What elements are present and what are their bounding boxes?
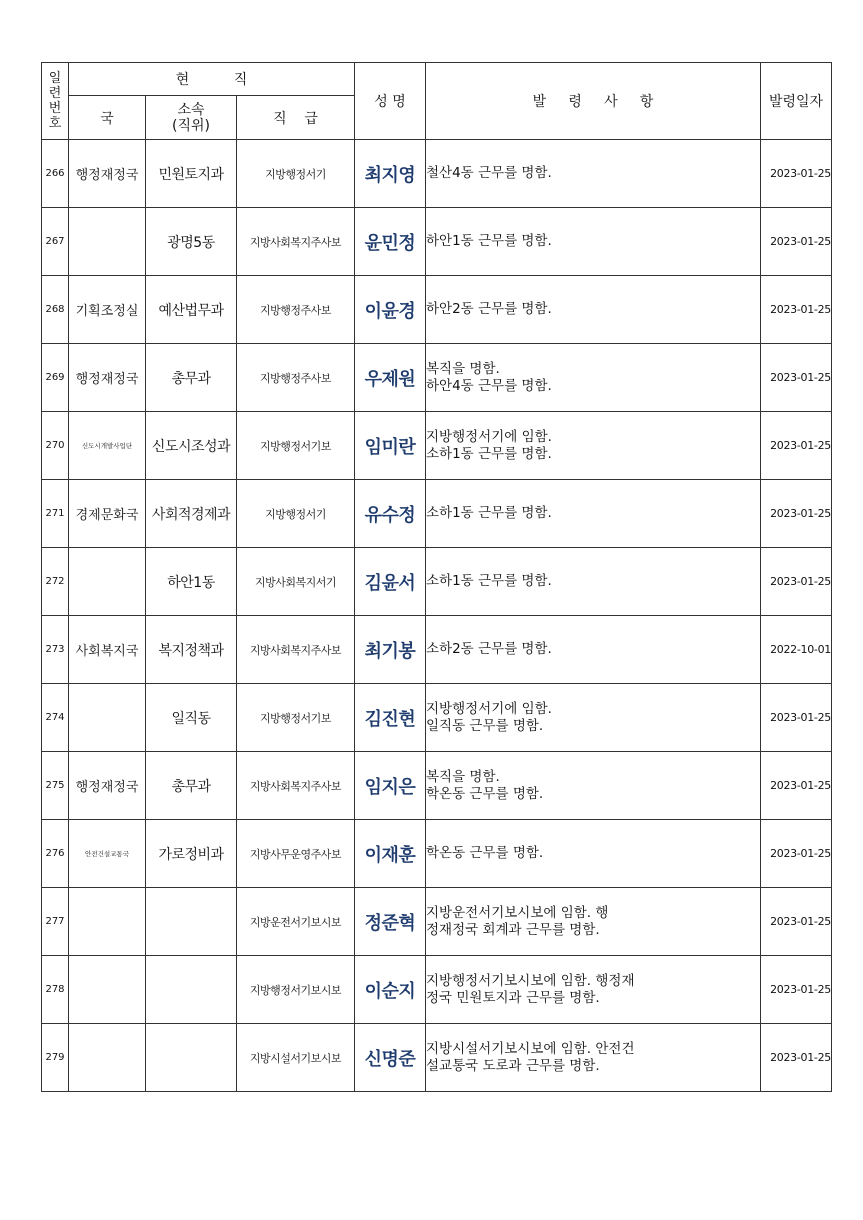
- table-row: [42, 752, 832, 820]
- header-division-line: 소속: [177, 101, 205, 118]
- grade-cell: 지방운전서기보시보: [237, 888, 355, 956]
- header-bureau: 국: [69, 96, 146, 140]
- date-cell: 2023-01-25: [761, 888, 832, 956]
- order-line: 철산4동 근무를 명함.: [426, 165, 552, 181]
- table-row: [42, 140, 832, 208]
- order-line: 지방행정서기에 임함.: [426, 700, 552, 717]
- grade-cell: 지방시설서기보시보: [237, 1024, 355, 1092]
- name-cell: 이순지: [355, 956, 426, 1024]
- table-row: [42, 412, 832, 480]
- serial-number-cell: 272: [42, 548, 69, 616]
- header-serial-char: 일: [48, 71, 62, 86]
- division-cell: [146, 956, 237, 1024]
- date-cell: 2023-01-25: [761, 684, 832, 752]
- division-cell: 광명5동: [146, 208, 237, 276]
- order-line: 학온동 근무를 명함.: [426, 845, 544, 861]
- name-cell: 신명준: [355, 1024, 426, 1092]
- grade-cell: 지방행정주사보: [237, 344, 355, 412]
- grade-cell: 지방사회복지주사보: [237, 208, 355, 276]
- table-row: [42, 616, 832, 684]
- name-cell: 임지은: [355, 752, 426, 820]
- header-grade: 직 급: [237, 96, 355, 140]
- serial-number-cell: 274: [42, 684, 69, 752]
- serial-number-cell: 276: [42, 820, 69, 888]
- division-cell: 예산법무과: [146, 276, 237, 344]
- date-cell: 2023-01-25: [761, 412, 832, 480]
- bureau-cell: [69, 684, 146, 752]
- header-division: [146, 96, 237, 140]
- table-row: [42, 344, 832, 412]
- grade-cell: 지방사회복지주사보: [237, 752, 355, 820]
- date-cell: 2023-01-25: [761, 480, 832, 548]
- name-cell: 이재훈: [355, 820, 426, 888]
- grade-cell: 지방행정서기: [237, 480, 355, 548]
- division-cell: [146, 888, 237, 956]
- bureau-cell: [69, 208, 146, 276]
- serial-number-cell: 275: [42, 752, 69, 820]
- order-cell: [426, 344, 761, 412]
- bureau-cell: [69, 956, 146, 1024]
- serial-number-cell: 270: [42, 412, 69, 480]
- date-cell: 2022-10-01: [761, 616, 832, 684]
- header-order: 발 령 사 항: [426, 63, 761, 140]
- date-cell: 2023-01-25: [761, 1024, 832, 1092]
- order-cell: [426, 616, 761, 684]
- bureau-cell: [69, 1024, 146, 1092]
- bureau-cell: 행정재정국: [69, 140, 146, 208]
- order-cell: [426, 276, 761, 344]
- name-cell: 정준혁: [355, 888, 426, 956]
- division-cell: 가로정비과: [146, 820, 237, 888]
- grade-cell: 지방행정서기보시보: [237, 956, 355, 1024]
- table-row: [42, 1024, 832, 1092]
- serial-number-cell: 266: [42, 140, 69, 208]
- order-line: 정재정국 회계과 근무를 명함.: [426, 921, 600, 938]
- order-cell: [426, 412, 761, 480]
- header-serial-char: 번: [48, 101, 62, 116]
- date-cell: 2023-01-25: [761, 548, 832, 616]
- bureau-cell: 행정재정국: [69, 344, 146, 412]
- header-name: 성 명: [355, 63, 426, 140]
- table-row: [42, 820, 832, 888]
- table-row: [42, 956, 832, 1024]
- bureau-cell: 기획조정실: [69, 276, 146, 344]
- order-cell: [426, 548, 761, 616]
- grade-cell: 지방행정주사보: [237, 276, 355, 344]
- serial-number-cell: 269: [42, 344, 69, 412]
- header-serial-number: [42, 63, 69, 140]
- name-cell: 김윤서: [355, 548, 426, 616]
- table-row: [42, 684, 832, 752]
- order-line: 하안2동 근무를 명함.: [426, 301, 552, 317]
- order-line: 복직을 명함.: [426, 768, 500, 785]
- division-cell: 복지정책과: [146, 616, 237, 684]
- header-serial-char: 련: [48, 86, 62, 101]
- name-cell: 이윤경: [355, 276, 426, 344]
- order-cell: [426, 684, 761, 752]
- order-cell: [426, 752, 761, 820]
- name-cell: 유수정: [355, 480, 426, 548]
- division-cell: 민원토지과: [146, 140, 237, 208]
- date-cell: 2023-01-25: [761, 956, 832, 1024]
- date-cell: 2023-01-25: [761, 140, 832, 208]
- order-cell: [426, 480, 761, 548]
- bureau-cell: 사회복지국: [69, 616, 146, 684]
- order-line: 소하1동 근무를 명함.: [426, 573, 552, 589]
- order-line: 학온동 근무를 명함.: [426, 785, 544, 802]
- header-date: 발령일자: [761, 63, 832, 140]
- grade-cell: 지방사회복지주사보: [237, 616, 355, 684]
- serial-number-cell: 273: [42, 616, 69, 684]
- date-cell: 2023-01-25: [761, 344, 832, 412]
- table-row: [42, 480, 832, 548]
- header-division-line: (직위): [172, 117, 210, 134]
- order-line: 지방행정서기에 임함.: [426, 428, 552, 445]
- bureau-cell: 신도시개발사업단: [69, 412, 146, 480]
- division-cell: 신도시조성과: [146, 412, 237, 480]
- header-current-post: 현 직: [69, 63, 355, 96]
- date-cell: 2023-01-25: [761, 276, 832, 344]
- table-body: [42, 140, 832, 1092]
- order-line: 일직동 근무를 명함.: [426, 717, 544, 734]
- order-line: 지방행정서기보시보에 임함. 행정재: [426, 972, 635, 989]
- division-cell: 하안1동: [146, 548, 237, 616]
- order-cell: [426, 208, 761, 276]
- grade-cell: 지방사회복지서기: [237, 548, 355, 616]
- order-cell: [426, 820, 761, 888]
- name-cell: 윤민정: [355, 208, 426, 276]
- order-line: 소하1동 근무를 명함.: [426, 445, 552, 462]
- grade-cell: 지방행정서기보: [237, 684, 355, 752]
- division-cell: 총무과: [146, 752, 237, 820]
- order-line: 복직을 명함.: [426, 360, 500, 377]
- grade-cell: 지방사무운영주사보: [237, 820, 355, 888]
- order-line: 정국 민원토지과 근무를 명함.: [426, 989, 600, 1006]
- order-line: 소하1동 근무를 명함.: [426, 505, 552, 521]
- division-cell: 일직동: [146, 684, 237, 752]
- bureau-cell: [69, 548, 146, 616]
- order-line: 하안1동 근무를 명함.: [426, 233, 552, 249]
- division-cell: 총무과: [146, 344, 237, 412]
- table-row: [42, 208, 832, 276]
- header-serial-char: 호: [48, 116, 62, 131]
- serial-number-cell: 278: [42, 956, 69, 1024]
- order-cell: [426, 1024, 761, 1092]
- name-cell: 최지영: [355, 140, 426, 208]
- order-cell: [426, 888, 761, 956]
- bureau-cell: [69, 888, 146, 956]
- date-cell: 2023-01-25: [761, 820, 832, 888]
- name-cell: 김진현: [355, 684, 426, 752]
- division-cell: [146, 1024, 237, 1092]
- table-header: [42, 63, 832, 140]
- division-cell: 사회적경제과: [146, 480, 237, 548]
- order-line: 하안4동 근무를 명함.: [426, 377, 552, 394]
- personnel-order-table: [41, 62, 832, 1092]
- order-line: 설교통국 도로과 근무를 명함.: [426, 1057, 600, 1074]
- bureau-cell: 안전건설교통국: [69, 820, 146, 888]
- serial-number-cell: 271: [42, 480, 69, 548]
- name-cell: 우제원: [355, 344, 426, 412]
- serial-number-cell: 279: [42, 1024, 69, 1092]
- serial-number-cell: 268: [42, 276, 69, 344]
- order-line: 지방운전서기보시보에 임함. 행: [426, 904, 609, 921]
- name-cell: 임미란: [355, 412, 426, 480]
- order-line: 지방시설서기보시보에 임함. 안전건: [426, 1040, 635, 1057]
- bureau-cell: 행정재정국: [69, 752, 146, 820]
- bureau-cell: 경제문화국: [69, 480, 146, 548]
- table-row: [42, 276, 832, 344]
- serial-number-cell: 267: [42, 208, 69, 276]
- order-line: 소하2동 근무를 명함.: [426, 641, 552, 657]
- name-cell: 최기봉: [355, 616, 426, 684]
- order-cell: [426, 956, 761, 1024]
- grade-cell: 지방행정서기: [237, 140, 355, 208]
- table-row: [42, 888, 832, 956]
- table-row: [42, 548, 832, 616]
- date-cell: 2023-01-25: [761, 752, 832, 820]
- serial-number-cell: 277: [42, 888, 69, 956]
- order-cell: [426, 140, 761, 208]
- date-cell: 2023-01-25: [761, 208, 832, 276]
- grade-cell: 지방행정서기보: [237, 412, 355, 480]
